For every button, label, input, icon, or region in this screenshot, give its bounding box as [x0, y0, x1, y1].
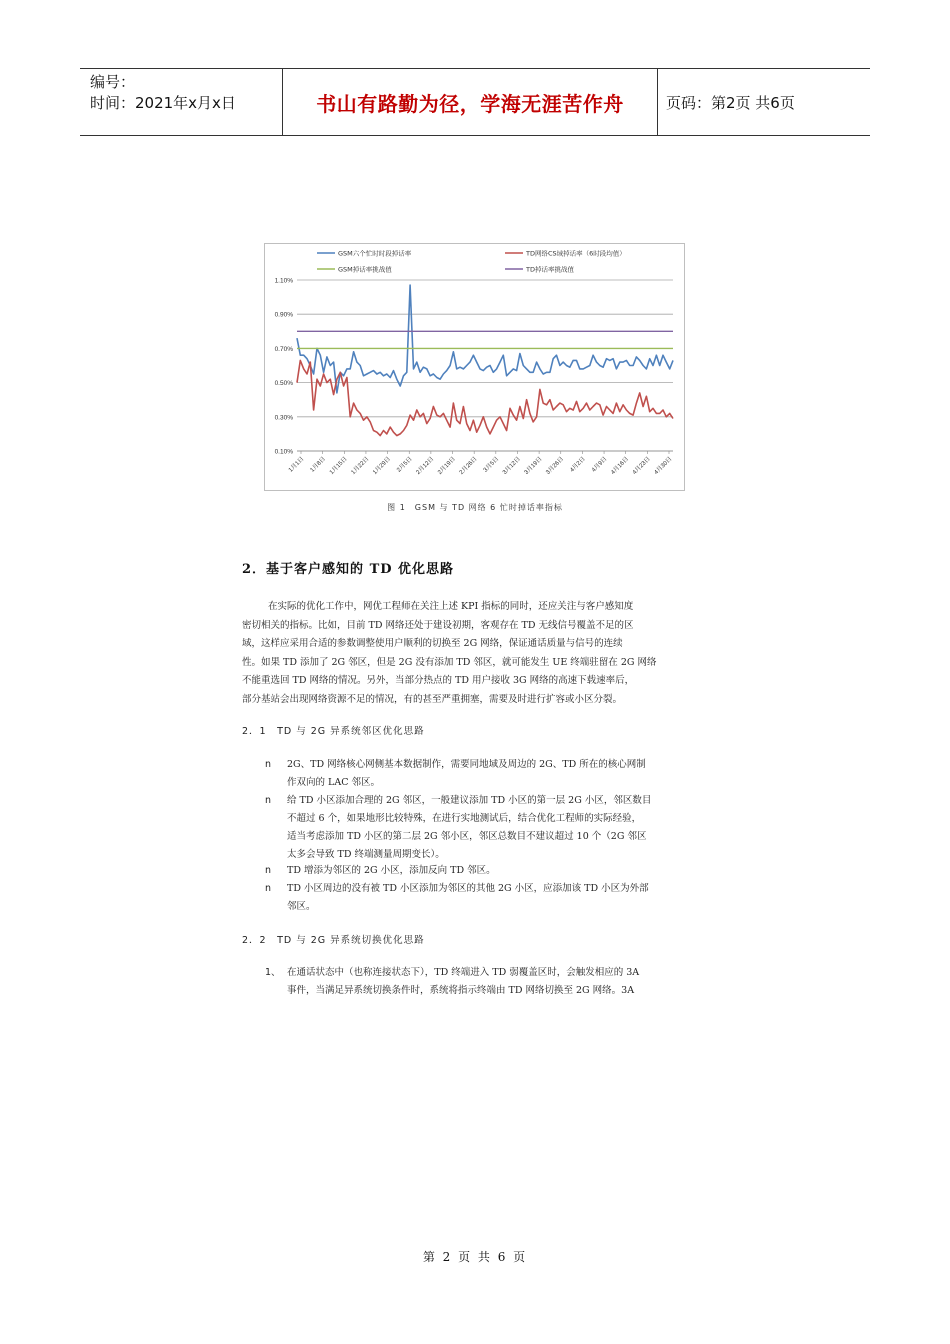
legend-label: GSM掉话率挑战值: [338, 265, 392, 274]
paragraph-line: 域，这样应采用合适的参数调整使用户顺利的切换至 2G 网络，保证通话质量与信号的连续: [242, 638, 623, 649]
x-tick-label: 1月15日: [328, 456, 349, 476]
bullet-line: TD 增添为邻区的 2G 小区，添加反向 TD 邻区。: [287, 865, 496, 876]
figure-caption: 图 1 GSM 与 TD 网络 6 忙时掉话率指标: [387, 503, 563, 512]
legend-label: TD掉话率挑战值: [526, 265, 574, 274]
x-tick-label: 1月22日: [350, 456, 371, 476]
legend-label: GSM六个忙时时段掉话率: [338, 249, 412, 258]
page-header: [80, 68, 870, 136]
header-motto: 书山有路勤为径，学海无涯苦作舟: [282, 69, 658, 135]
time-label: 时间：2021年x月x日: [90, 94, 236, 112]
legend-label: TD网络CS域掉话率（6时段均值）: [526, 249, 626, 258]
y-tick-label: 0.90%: [274, 311, 293, 319]
paragraph-line: 部分基站会出现网络资源不足的情况，有的甚至严重拥塞，需要及时进行扩容或小区分裂。: [242, 693, 623, 705]
paragraph-line: 不能重选回 TD 网络的情况。另外，当部分热点的 TD 用户接收 3G 网络的高速下载速率后，: [242, 675, 635, 686]
subsection-title-2: 2．2 TD 与 2G 异系统切换优化思路: [242, 935, 425, 946]
bullet-marker: n: [265, 883, 272, 894]
x-tick-label: 4月2日: [569, 456, 587, 474]
x-tick-label: 4月9日: [591, 456, 609, 474]
bullet-line: 不超过 6 个，如果地形比较特殊，在进行实地测试后，结合优化工程师的实际经验，: [287, 813, 642, 824]
line-chart: [264, 243, 685, 491]
item-number: 1、: [265, 967, 281, 978]
y-tick-label: 0.50%: [274, 380, 293, 388]
paragraph-line: 在实际的优化工作中，网优工程师在关注上述 KPI 指标的同时，还应关注与客户感知度: [268, 601, 634, 612]
series-line: [297, 360, 673, 435]
bullet-item: [265, 862, 710, 880]
x-tick-label: 3月5日: [482, 456, 501, 474]
bullet-item: [265, 756, 710, 792]
y-tick-label: 0.30%: [274, 414, 293, 422]
paragraph-line: 性。如果 TD 添加了 2G 邻区，但是 2G 没有添加 TD 邻区，就可能发生 UE 终端驻留在 2G 网络: [242, 656, 657, 668]
number-label: 编号：: [90, 73, 136, 91]
header-page-info: 页码：第2页 共6页: [666, 93, 795, 112]
bullet-marker: n: [265, 795, 272, 806]
item-line: 在通话状态中（也称连接状态下），TD 终端进入 TD 弱覆盖区时，会触发相应的 3A: [287, 967, 640, 978]
x-tick-label: 3月12日: [502, 456, 522, 476]
x-tick-label: 2月19日: [437, 456, 457, 476]
bullet-line: TD 小区周边的没有被 TD 小区添加为邻区的其他 2G 小区，应添加该 TD 小区为外部: [287, 883, 649, 894]
x-tick-label: 1月8日: [309, 456, 328, 474]
subsection-title-1: 2．1 TD 与 2G 异系统邻区优化思路: [242, 726, 425, 737]
x-tick-label: 2月5日: [396, 456, 414, 474]
header-info: [80, 69, 282, 135]
intro-paragraph: [242, 598, 710, 709]
item-line: 事件，当满足异系统切换条件时，系统将指示终端由 TD 网络切换至 2G 网络。3A: [287, 985, 635, 996]
y-tick-label: 0.10%: [274, 448, 293, 456]
bullet-line: 2G、TD 网络核心网侧基本数据制作，需要同地域及周边的 2G、TD 所在的核心网制: [287, 759, 646, 770]
x-tick-label: 2月26日: [458, 456, 479, 476]
x-tick-label: 4月16日: [610, 456, 631, 476]
bullet-line: 邻区。: [287, 901, 316, 912]
x-tick-label: 4月30日: [653, 456, 674, 476]
paragraph-line: 密切相关的指标。比如，目前 TD 网络还处于建设初期，客观存在 TD 无线信号覆盖不足的区: [242, 619, 634, 631]
x-tick-label: 1月29日: [372, 456, 393, 476]
bullet-marker: n: [265, 759, 272, 770]
bullet-line: 作双向的 LAC 邻区。: [287, 777, 380, 788]
y-tick-label: 1.10%: [274, 277, 293, 285]
numbered-item: [265, 964, 710, 1000]
series-line: [297, 285, 673, 393]
x-tick-label: 1月1日: [287, 456, 306, 474]
bullet-item: [265, 880, 710, 916]
chart-svg: [265, 244, 684, 490]
x-tick-label: 3月26日: [545, 456, 566, 476]
bullet-line: 适当考虑添加 TD 小区的第二层 2G 邻小区，邻区总数目不建议超过 10 个（2G 邻区: [287, 831, 647, 842]
page-footer: 第 2 页 共 6 页: [422, 1250, 528, 1264]
x-tick-label: 4月23日: [631, 456, 652, 476]
bullet-line: 太多会导致 TD 终端测量周期变长）。: [287, 849, 445, 860]
bullet-item: [265, 792, 710, 864]
bullet-line: 给 TD 小区添加合理的 2G 邻区，一般建议添加 TD 小区的第一层 2G 小区，邻区数目: [287, 795, 652, 806]
y-tick-label: 0.70%: [274, 345, 293, 353]
bullet-marker: n: [265, 865, 272, 876]
section-title: 2．基于客户感知的 TD 优化思路: [242, 562, 455, 577]
x-tick-label: 3月19日: [523, 456, 544, 476]
x-tick-label: 2月12日: [415, 456, 436, 476]
